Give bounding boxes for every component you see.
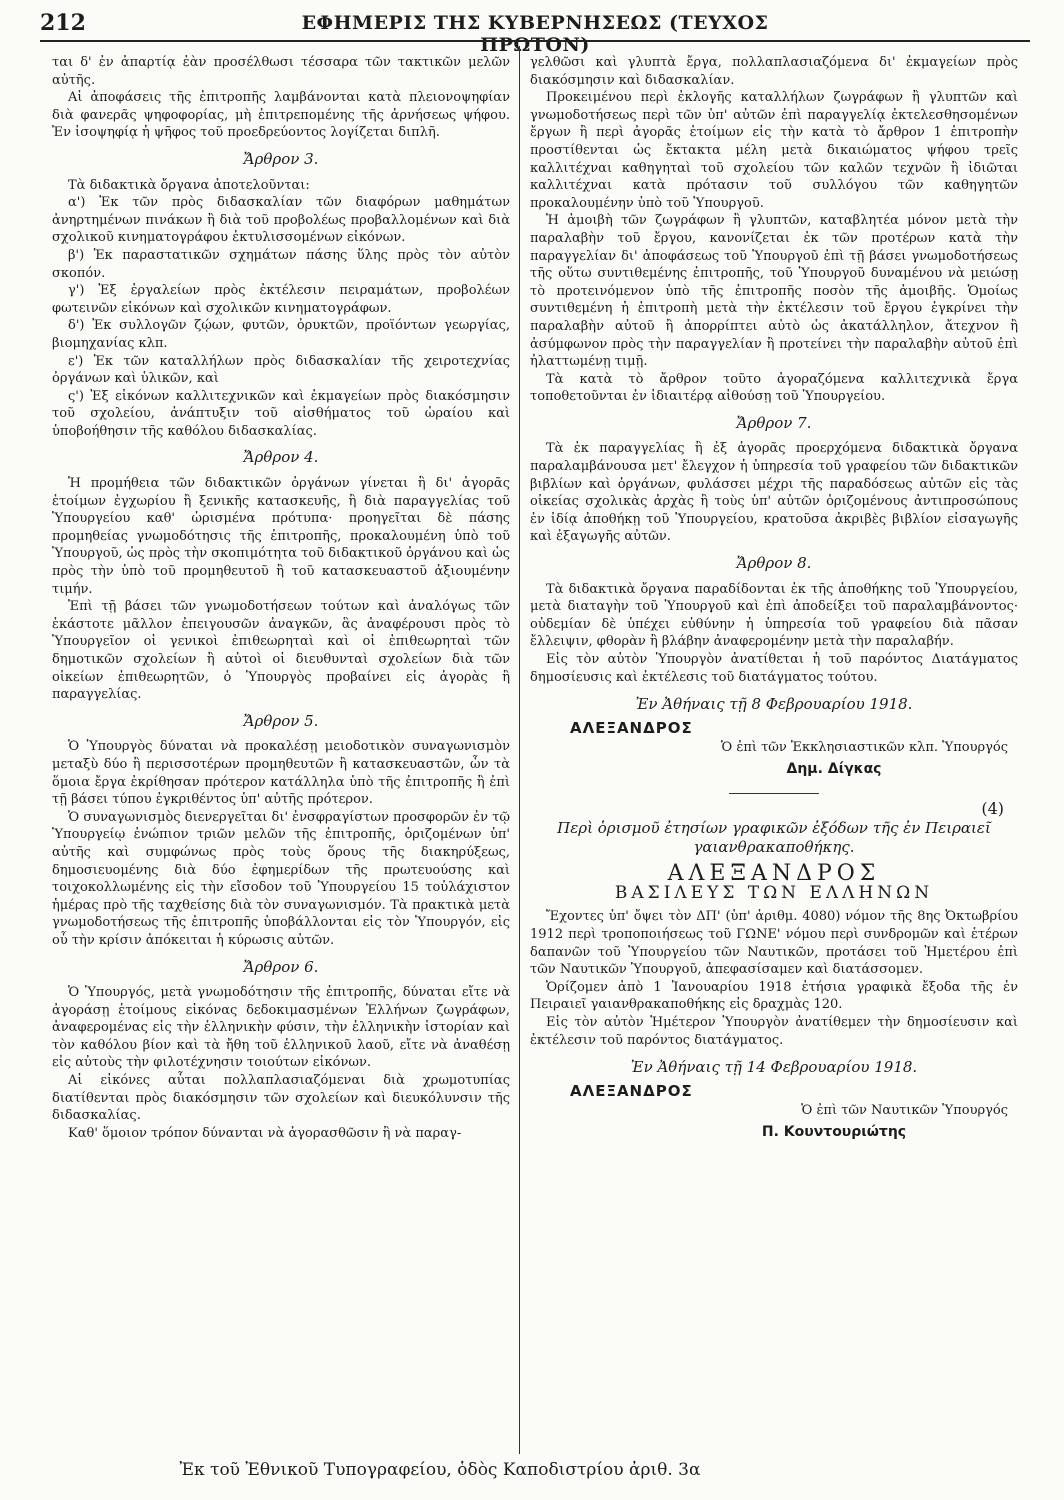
- minister-title: Ὁ ἐπὶ τῶν Ναυτικῶν Ὑπουργός: [801, 1103, 1008, 1119]
- paragraph: Τὰ κατὰ τὸ ἄρθρον τοῦτο ἀγοραζόμενα καλλιτεχνικὰ ἔργα τοποθετοῦνται ἐν ἰδιαιτέρᾳ αἰθούσῃ τοῦ Ὑπουργείου.: [530, 371, 1018, 405]
- column-divider: [519, 46, 520, 1454]
- paragraph: Προκειμένου περὶ ἐκλογῆς καταλλήλων ζωγράφων ἢ γλυπτῶν καὶ γνωμοδοτήσεως περὶ τῶν ὑπ' αὐτῶν ἐπὶ παραγγελίᾳ ἐκτελεσθησομένων ἔργων ἢ περὶ ἀγορᾶς ἑτοίμων εἰς τὴν κατὰ τὸ ἄρθρον 1 ἐπιτροπὴν προστίθενται ὡς ἔκτακτα μέλη μετὰ δικαιώματος ψήφου τρεῖς καλλιτέχναι καθηγηταὶ τοῦ σχολείου τῶν καλῶν τεχνῶν ἢ ἰδιῶται καλλιτέχναι κατὰ πρότασιν τοῦ συλλόγου τῶν καθηγητῶν προκαλουμένην ὑπὸ τοῦ Ὑπουργοῦ.: [530, 90, 1018, 211]
- paragraph: Ὁ συναγωνισμὸς διενεργεῖται δι' ἐνσφραγίστων προσφορῶν ἐν τῷ Ὑπουργείῳ ἐνώπιον τριῶν μελῶν τῆς ἐπιτροπῆς, ὁριζομένων ὑπ' αὐτῆς καὶ συμφώνως πρὸς τοὺς ὅρους τῆς διακηρύξεως, δημοσιευομένης διὰ δύο ἐφημερίδων τῆς πρωτευούσης καὶ τοιχοκολλωμένης εἰς τὴν εἴσοδον τοῦ Ὑπουργείου 15 τοὐλάχιστον ἡμέρας πρὸ τῆς ταχθείσης διὰ τὸν συναγωνισμόν. Τὰ πρακτικὰ μετὰ γνωμοδοτήσεως τῆς ἐπιτροπῆς ὑποβάλλονται εἰς τὸν Ὑπουργόν, εἰς οὗ τὴν κρίσιν ἀπόκειται ἡ κύρωσις αὐτῶν.: [52, 809, 510, 948]
- king-title: ΑΛΕΞΑΝΔΡΟΣ: [667, 861, 881, 887]
- decree-number: (4): [981, 798, 1004, 818]
- list-item: γ') Ἐξ ἐργαλείων πρὸς ἐκτέλεσιν πειραμάτων, προβολέων φωτεινῶν εἰκόνων καὶ σχολικῶν κινηματογράφων.: [52, 283, 510, 316]
- date-line: Ἐν Ἀθήναις τῇ 14 Φεβρουαρίου 1918.: [630, 1058, 918, 1077]
- article-3-heading: Ἄρθρον 3.: [243, 149, 319, 168]
- paragraph: Τὰ διδακτικὰ ὄργανα ἀποτελοῦνται:: [68, 177, 310, 193]
- paragraph: Ἐπὶ τῇ βάσει τῶν γνωμοδοτήσεων τούτων καὶ ἀναλόγως τῶν ἑκάστοτε μᾶλλον ἐπειγουσῶν ἀναγκῶν, ἃς ἀναφέρουσι πρὸς τὸ Ὑπουργεῖον οἱ γενικοὶ ἐπιθεωρηταὶ καὶ οἱ ἐπιθεωρηταὶ τῶν δημοτικῶν σχολείων ἢ αὐτοὶ οἱ διευθυνταὶ σχολείων διὰ τῶν οἰκείων ἐπιθεωρητῶν, ὁ Ὑπουργὸς προβαίνει εἰς ἀγορὰς ἢ παραγγελίας.: [52, 599, 510, 703]
- decree-title: Περὶ ὁρισμοῦ ἐτησίων γραφικῶν ἐξόδων τῆς ἐν Πειραιεῖ γαιανθρακαποθήκης.: [557, 819, 991, 857]
- article-7-heading: Ἄρθρον 7.: [736, 413, 812, 432]
- page-number: 212: [40, 10, 86, 36]
- paragraph: Ὁρίζομεν ἀπὸ 1 Ἰανουαρίου 1918 ἐτήσια γραφικὰ ἔξοδα τῆς ἐν Πειραιεῖ γαιανθρακαποθήκης εἰς δραχμὰς 120.: [530, 979, 1018, 1013]
- paragraph: Εἰς τὸν αὐτὸν Ὑπουργὸν ἀνατίθεται ἡ τοῦ παρόντος Διατάγματος δημοσίευσις καὶ ἐκτέλεσις τοῦ διατάγματος τούτου.: [530, 652, 1018, 685]
- paragraph: Ἡ ἀμοιβὴ τῶν ζωγράφων ἢ γλυπτῶν, καταβλητέα μόνον μετὰ τὴν παραλαβὴν τοῦ ἔργου, κανονίζεται ἐκ τῶν προτέρων κατὰ τὴν παραγγελίαν δι' ἀποφάσεως τοῦ Ὑπουργοῦ ἐπὶ τῇ βάσει γνωμοδοτήσεως τῆς οὕτω συντιθεμένης ἐπιτροπῆς, τοῦ Ὑπουργοῦ δυναμένου νὰ μειώσῃ τὸ προτεινόμενον ὑπὸ τῆς ἐπιτροπῆς ποσὸν τῆς ἀμοιβῆς. Ὁμοίως συντιθεμένη ἡ ἐπιτροπὴ μετὰ τὴν ἐκτέλεσιν τοῦ ἔργου ἐγκρίνει τὴν παραλαβὴν αὐτοῦ ἢ ἀπορρίπτει αὐτὸ ὡς ἀκατάλληλον, ἄτεχνον ἢ ἀσύμφωνον πρὸς τὴν παραγγελίαν ἢ προτείνει τὴν παραλαβὴν αὐτοῦ ἐπὶ ἠλαττωμένῃ τιμῇ.: [530, 213, 1018, 370]
- list-item: δ') Ἐκ συλλογῶν ζῴων, φυτῶν, ὀρυκτῶν, προϊόντων γεωργίας, βιομηχανίας κλπ.: [52, 318, 510, 351]
- header-rule: [40, 40, 1030, 42]
- article-4-heading: Ἄρθρον 4.: [243, 448, 319, 467]
- list-item: ε') Ἐκ τῶν καταλλήλων πρὸς διδασκαλίαν τῆς χειροτεχνίας ὀργάνων καὶ ὑλικῶν, καὶ: [52, 353, 510, 387]
- paragraph: Εἰς τὸν αὐτὸν Ἡμέτερον Ὑπουργὸν ἀνατίθεμεν τὴν δημοσίευσιν καὶ ἐκτέλεσιν τοῦ παρόντος διατάγματος.: [530, 1014, 1018, 1048]
- article-8-heading: Ἄρθρον 8.: [736, 554, 812, 573]
- left-column: [52, 54, 510, 1142]
- article-5-heading: Ἄρθρον 5.: [243, 711, 319, 730]
- list-item: α') Ἐκ τῶν πρὸς διδασκαλίαν τῶν διαφόρων μαθημάτων ἀνηρτημένων πινάκων ἢ διὰ τοῦ προβολέως προβαλλομένων καὶ διὰ σχολικοῦ κινηματογράφου ἐκτυλισσομένων εἰκόνων.: [52, 195, 510, 246]
- list-item: ς') Ἐξ εἰκόνων καλλιτεχνικῶν καὶ ἐκμαγείων πρὸς διακόσμησιν τοῦ σχολείου, ἀνάπτυξιν τοῦ αἰσθήματος τοῦ ὡραίου καὶ ὑποβοήθησιν τῆς καθόλου διδασκαλίας.: [52, 388, 510, 439]
- minister-name: Π. Κουντουριώτης: [761, 1123, 907, 1140]
- paragraph: ται δ' ἐν ἀπαρτίᾳ ἐὰν προσέλθωσι τέσσαρα τῶν τακτικῶν μελῶν αὐτῆς.: [52, 55, 510, 88]
- paragraph: Καθ' ὅμοιον τρόπον δύνανται νὰ ἀγορασθῶσιν ἢ νὰ παραγ-: [68, 1125, 462, 1141]
- minister-title: Ὁ ἐπὶ τῶν Ἐκκλησιαστικῶν κλπ. Ὑπουργός: [721, 740, 1008, 756]
- list-item: β') Ἐκ παραστατικῶν σχημάτων πάσης ὕλης πρὸς τὸν αὐτὸν σκοπόν.: [52, 247, 510, 281]
- paragraph: Αἱ ἀποφάσεις τῆς ἐπιτροπῆς λαμβάνονται κατὰ πλειονοψηφίαν διὰ φανερᾶς ψηφοφορίας, μὴ ἐπιτρεπομένης τῆς ἀρνήσεως ψήφου. Ἐν ἰσοψηφίᾳ ἡ ψῆφος τοῦ προεδρεύοντος λογίζεται διπλῆ.: [52, 90, 510, 141]
- paragraph: γελθῶσι καὶ γλυπτὰ ἔργα, πολλαπλασιαζόμενα δι' ἐκμαγείων πρὸς διακόσμησιν καὶ διδασκαλίαν.: [530, 55, 1018, 88]
- paragraph: Αἱ εἰκόνες αὗται πολλαπλασιαζόμεναι διὰ χρωμοτυπίας διατίθενται πρὸς διακόσμησιν τῶν σχολείων καὶ διευκόλυνσιν τῆς διδασκαλίας.: [52, 1073, 510, 1124]
- printer-imprint: Ἐκ τοῦ Ἐθνικοῦ Τυπογραφείου, ὁδὸς Καποδιστρίου ἀριθ. 3α: [179, 1460, 701, 1480]
- king-signature: ΑΛΕΞΑΝΔΡΟΣ: [570, 718, 693, 737]
- king-signature: ΑΛΕΞΑΝΔΡΟΣ: [570, 1081, 693, 1100]
- minister-name: Δημ. Δίγκας: [786, 760, 882, 777]
- paragraph: Ἔχοντες ὑπ' ὄψει τὸν ΔΠ' (ὑπ' ἀριθμ. 4080) νόμον τῆς 8ης Ὀκτωβρίου 1912 περὶ τροποποιήσεως τοῦ ΓΩΝΕ' νόμου περὶ συνδρομῶν καὶ ἑτέρων δαπανῶν τοῦ Ὑπουργείου τῶν Ναυτικῶν, προτάσει τοῦ Ἡμετέρου ἐπὶ τῶν Ναυτικῶν Ὑπουργοῦ, ἀπεφασίσαμεν καὶ διατάσσομεν.: [530, 909, 1018, 978]
- date-line: Ἐν Ἀθήναις τῇ 8 Φεβρουαρίου 1918.: [635, 695, 913, 714]
- paragraph: Τὰ ἐκ παραγγελίας ἢ ἐξ ἀγορᾶς προερχόμενα διδακτικὰ ὄργανα παραλαμβάνουσα μετ' ἔλεγχον ἡ ὑπηρεσία τοῦ γραφείου τῶν διδακτικῶν βιβλίων καὶ ὀργάνων, φυλάσσει μέχρι τῆς παραδόσεως αὐτῶν εἰς τὰς οἰκείας σχολικὰς ἀρχὰς ἢ τοὺς ὑπ' αὐτῶν ὁριζομένους ἀντιπροσώπους ἐν ἰδίᾳ ἀποθήκῃ τοῦ Ὑπουργείου, κρατοῦσα ἀκριβὲς βιβλίον εἰσαγωγῆς καὶ ἐξαγωγῆς αὐτῶν.: [530, 441, 1018, 545]
- paragraph: Ὁ Ὑπουργὸς δύναται νὰ προκαλέσῃ μειοδοτικὸν συναγωνισμὸν μεταξὺ δύο ἢ περισσοτέρων προμηθευτῶν ἢ κατασκευαστῶν, ὧν τὰ ὅμοια ἔργα ἐκρίθησαν πρότερον κατάλληλα ὑπὸ τῆς ἐπιτροπῆς ἢ ἐπὶ τῇ βάσει τύπου ἐγκριθέντος ὑπ' αὐτῆς πρότερον.: [52, 739, 510, 808]
- section-rule: [729, 793, 819, 794]
- paragraph: Ὁ Ὑπουργός, μετὰ γνωμοδότησιν τῆς ἐπιτροπῆς, δύναται εἴτε νὰ ἀγοράσῃ ἑτοίμους εἰκόνας δεδοκιμασμένων Ἑλλήνων ζωγράφων, ἀναφερομένας εἰς τὴν ἑλληνικὴν φύσιν, τὴν ἑλληνικὴν ἱστορίαν καὶ τὸν καθόλου βίον καὶ τὰ ἤθη τοῦ ἑλληνικοῦ λαοῦ, εἴτε νὰ ἀναθέσῃ εἰς αὐτοὺς τὴν φιλοτέχνησιν τοιούτων εἰκόνων.: [52, 985, 510, 1071]
- king-subtitle: ΒΑΣΙΛΕΥΣ ΤΩΝ ΕΛΛΗΝΩΝ: [614, 882, 934, 903]
- article-6-heading: Ἄρθρον 6.: [243, 957, 319, 976]
- running-head: ΕΦΗΜΕΡΙΣ ΤΗΣ ΚΥΒΕΡΝΗΣΕΩΣ (ΤΕΥΧΟΣ ΠΡΩΤΟΝ): [301, 12, 769, 56]
- right-column: [530, 54, 1018, 1141]
- paragraph: Τὰ διδακτικὰ ὄργανα παραδίδονται ἐκ τῆς ἀποθήκης τοῦ Ὑπουργείου, μετὰ διαταγὴν τοῦ Ὑπουργοῦ καὶ ἐπὶ ἀποδείξει τοῦ παραλαμβάνοντος· οὐδεμίαν δὲ ὑπέχει εὐθύνην ἡ ὑπηρεσία τοῦ γραφείου διὰ πᾶσαν ἔλλειψιν, φθορὰν ἢ βλάβην ἀναφερομένην μετὰ τὴν παραλαβήν.: [530, 581, 1018, 650]
- paragraph: Ἡ προμήθεια τῶν διδακτικῶν ὀργάνων γίνεται ἢ δι' ἀγορᾶς ἑτοίμων ἐγχωρίου ἢ ξενικῆς κατασκευῆς, ἢ διὰ παραγγελίας τοῦ Ὑπουργείου καθ' ὡρισμένα πρότυπα· προηγεῖται δὲ πάσης προμηθείας γνωμοδότησις τῆς ἐπιτροπῆς, προκαλουμένη ὑπὸ τοῦ Ὑπουργοῦ, ὡς πρὸς τὴν σκοπιμότητα τοῦ διδακτικοῦ ὀργάνου καὶ ὡς πρὸς τὴν ὑπὸ τοῦ προμηθευτοῦ ἢ τοῦ κατασκευαστοῦ ἀξιουμένην τιμήν.: [52, 476, 510, 597]
